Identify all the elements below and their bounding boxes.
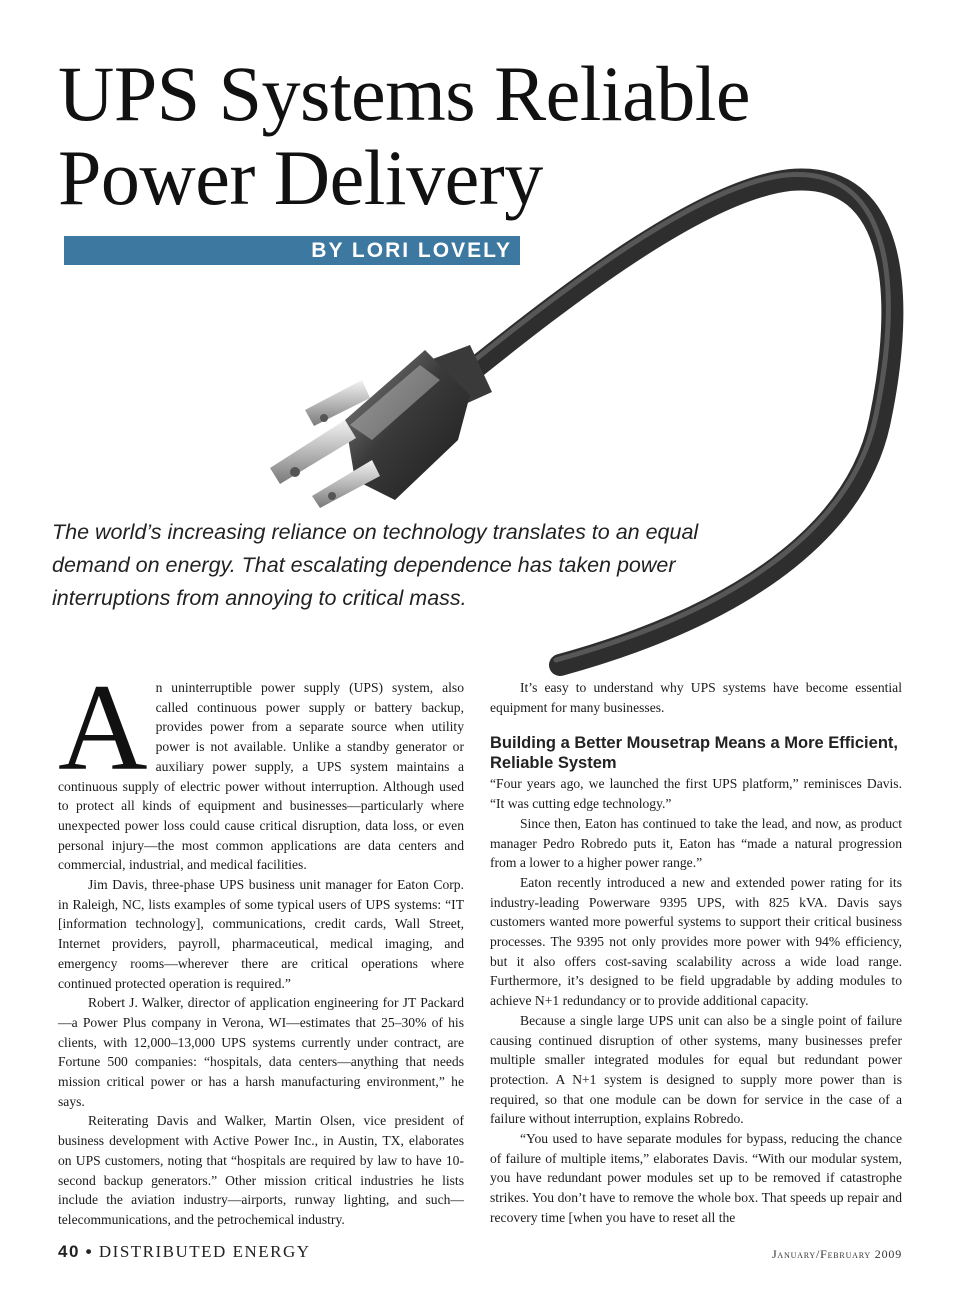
article-title — [58, 52, 938, 220]
title-line-1: UPS Systems Reliable — [58, 50, 751, 137]
body-paragraph: Since then, Eaton has continued to take the lead, and now, as product manager Pedro Robredo puts it, Eaton has “made a natural progression from a lower to a higher power range.” — [490, 815, 902, 871]
article-deck: The world’s increasing reliance on technology translates to an equal demand on energy. That escalating dependence has taken power interruptions from annoying to critical mass. — [52, 520, 699, 610]
body-paragraph: Jim Davis, three-phase UPS business unit manager for Eaton Corp. in Raleigh, NC, lists examples of some typical users of UPS systems: “IT [information technology], communications, credit cards, Wall Street, Internet providers, payroll, pharmaceutical, medical imaging, and emergency rooms—wherever there are critical operations where continued protected operation is required.” — [58, 877, 464, 991]
footer-bullet: • — [85, 1242, 94, 1261]
title-line-2: Power Delivery — [58, 134, 543, 221]
body-paragraph: “Four years ago, we launched the first UPS platform,” reminisces Davis. “It was cutting edge technology.” — [490, 776, 902, 812]
magazine-name: DISTRIBUTED ENERGY — [98, 1242, 311, 1261]
body-paragraph: It’s easy to understand why UPS systems have become essential equipment for many businesses. — [490, 680, 902, 715]
body-paragraph: “You used to have separate modules for bypass, reducing the chance of failure of multiple items,” elaborates Davis. “With our modular system, you have redundant power modules set up to be removed if catastrophe strikes. You don’t have to remove the whole box. That speeds up repair and recovery time [when you have to reset all the — [490, 1131, 902, 1225]
page-number: 40 — [58, 1242, 80, 1261]
drop-cap: A — [58, 659, 148, 796]
section-subhead: Building a Better Mousetrap Means a More Efficient, Reliable System — [490, 734, 898, 773]
body-paragraph — [58, 659, 464, 875]
body-paragraph: Reiterating Davis and Walker, Martin Olsen, vice president of business development with Active Power Inc., in Austin, TX, elaborates on UPS customers, noting that “hospitals are required by law to have 10-second backup generators.” Other mission critical industries he lists include the aviation industry—airports, runway lighting, and such—telecommunications, and the petrochemical industry. — [58, 1113, 464, 1227]
left-column — [58, 659, 464, 1230]
right-column — [490, 678, 902, 1228]
body-paragraph: Eaton recently introduced a new and extended power rating for its industry-leading Powerware 9395 UPS, with 825 kVA. Davis says customers wanted more powerful systems to support their critical business processes. The 9395 not only provides more power with 94% efficiency, but it also offers cost-saving scalability across a wide load range. Furthermore, it’s designed to be field upgradable by adding modules to achieve N+1 redundancy or to provide additional capacity. — [490, 874, 902, 1009]
footer-left — [58, 1242, 311, 1262]
body-paragraph: Because a single large UPS unit can also be a single point of failure causing continued disruption of other systems, many businesses prefer multiple smaller integrated modules for equal but redundant power protection. A N+1 system is designed to supply more power than is required, so that one module can be down for service in the case of a failure without interruption, explains Robredo. — [490, 1012, 902, 1127]
byline: BY LORI LOVELY — [311, 239, 512, 262]
byline-bar — [64, 236, 520, 265]
issue-date: January/February 2009 — [771, 1247, 902, 1261]
paragraph-text: n uninterruptible power supply (UPS) system, also called continuous power supply or battery backup, provides power from a separate source when utility power is not available. Unlike a standby generator or auxiliary power supply, a UPS system maintains a continuous supply of electric power without interruption. Although used to protect all kinds of equipment and businesses—particularly where unexpected power loss could cause critical disruption, data loss, or even personal injury—the most common applications are data centers and commercial, industrial, and medical facilities. — [58, 680, 464, 873]
body-paragraph: Robert J. Walker, director of application engineering for JT Packard—a Power Plus company in Verona, WI—estimates that 25–30% of his clients, with 12,000–13,000 UPS systems currently under contract, are Fortune 500 companies: “hospitals, data centers—anything that needs mission critical power or has a harsh manufacturing environment,” he says. — [58, 995, 464, 1109]
